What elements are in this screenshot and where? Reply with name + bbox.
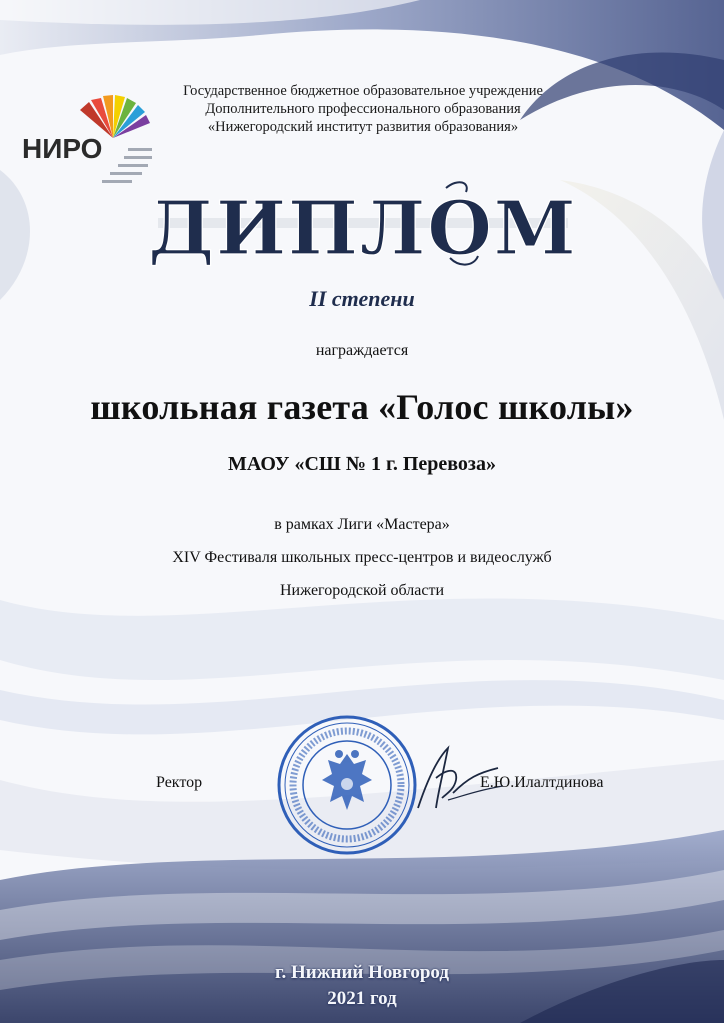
official-seal-icon — [276, 714, 418, 856]
recipient-name: школьная газета «Голос школы» — [90, 387, 634, 427]
awarded-label: награждается — [315, 342, 409, 359]
niro-logo-text: НИРО — [22, 133, 103, 164]
organization-line-2: Дополнительного профессионального образования — [205, 101, 521, 117]
organization-line-1: Государственное бюджетное образовательное учреждение — [183, 83, 543, 99]
diploma-title-text: ДИПЛОМ — [148, 186, 578, 270]
context-line-2: XIV Фестиваля школьных пресс-центров и видеослужб — [172, 549, 552, 566]
signer-position: Ректор — [156, 774, 203, 791]
context-line-1: в рамках Лиги «Мастера» — [274, 516, 450, 533]
niro-logo-icon — [18, 86, 168, 196]
diploma-title — [148, 178, 578, 270]
footer-year: 2021 год — [327, 988, 397, 1009]
degree-label: II степени — [309, 286, 415, 311]
signer-name: Е.Ю.Илалтдинова — [480, 774, 604, 791]
school-name: МАОУ «СШ № 1 г. Перевоза» — [228, 453, 496, 475]
footer-city: г. Нижний Новгород — [275, 962, 449, 983]
organization-header — [148, 82, 578, 136]
organization-line-3: «Нижегородский институт развития образования» — [207, 119, 519, 135]
context-line-3: Нижегородской области — [279, 582, 444, 599]
